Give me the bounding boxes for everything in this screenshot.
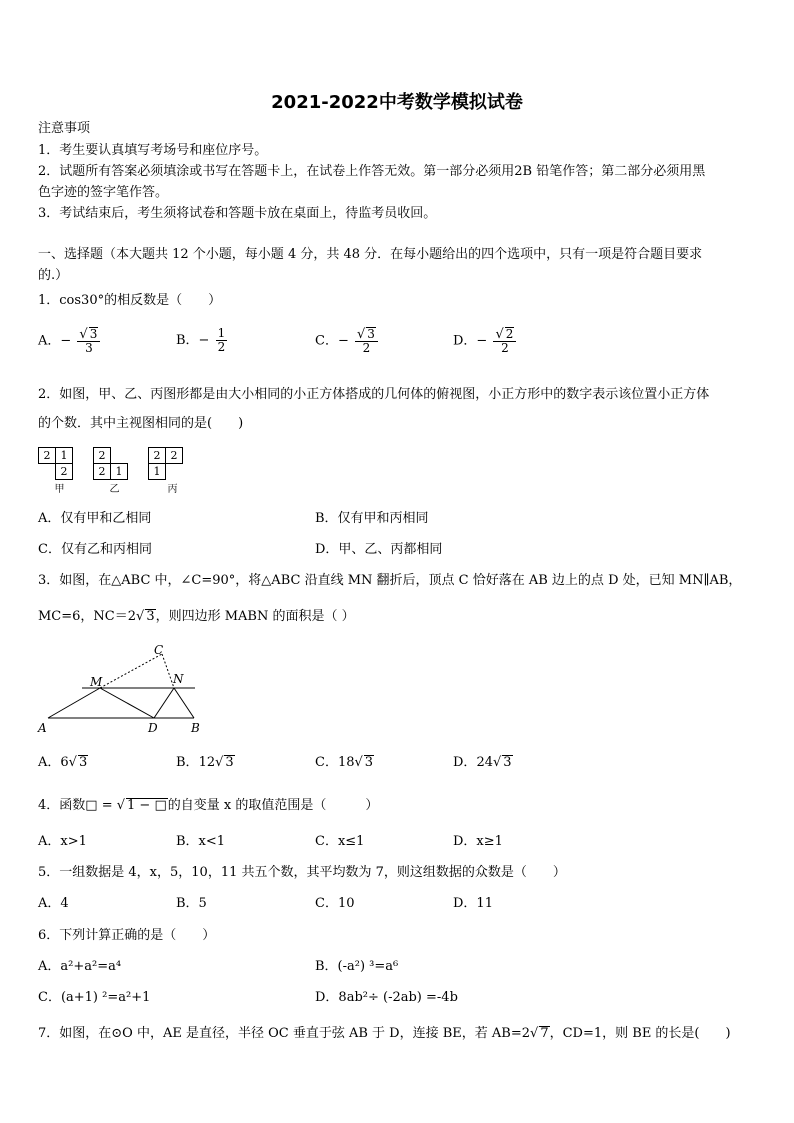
line-mc-dashed: [100, 654, 162, 688]
q1-option-b[interactable]: [176, 327, 227, 354]
option-label: A．−: [38, 333, 72, 349]
label-m: M: [90, 675, 103, 689]
figure-label: 乙: [109, 484, 120, 495]
coefficient: 24: [476, 755, 493, 770]
radicand: 3: [146, 609, 155, 624]
q2-option-a[interactable]: A．仅有甲和乙相同: [38, 511, 152, 526]
grid-cell: 2: [39, 448, 56, 464]
figure-yi: [93, 447, 128, 495]
fraction: $\frac{√ 3}{2}$: [355, 327, 378, 355]
q2-option-c[interactable]: C．仅有乙和丙相同: [38, 542, 152, 557]
option-label: B．−: [176, 333, 210, 348]
denominator: 2: [362, 341, 371, 355]
notice-heading: 注意事项: [38, 121, 91, 136]
grid-cell: 2: [56, 464, 73, 480]
line-am: [48, 688, 100, 718]
label-d: D: [148, 721, 158, 735]
option-label: D．: [453, 755, 477, 770]
label-n: N: [173, 672, 184, 686]
coefficient: 12: [198, 755, 216, 770]
figure-bing: [148, 447, 183, 495]
section-heading: 一、选择题（本大题共 12 个小题，每小题 4 分，共 48 分．在每小题给出的四个选项中，只有一项是符合题目要求: [38, 247, 703, 262]
radicand: 3: [78, 755, 88, 770]
q4-stem: 4．函数□ = √ 1 − □的自变量 x 的取值范围是（ ）: [38, 798, 379, 813]
grid-cell: 2: [149, 448, 166, 464]
grid-cell: 2: [94, 464, 111, 480]
q3-text: ，则四边形 MABN 的面积是（ ）: [155, 609, 355, 624]
notice-item: 2．试题所有答案必须填涂或书写在答题卡上，在试卷上作答无效。第一部分必须用2B 铅笔作答；第二部分必须用黑: [38, 164, 706, 179]
denominator: 3: [85, 341, 93, 355]
q2-option-b[interactable]: B．仅有甲和丙相同: [315, 511, 429, 526]
section-heading-cont: 的.）: [38, 268, 69, 283]
q6-option-c[interactable]: C．(a+1) ²=a²+1: [38, 990, 151, 1005]
q3-option-a[interactable]: A．6√ 3: [38, 755, 88, 770]
q6-option-d[interactable]: D．8ab²÷ (-2ab) =-4b: [315, 990, 458, 1005]
radicand: 3: [503, 755, 512, 770]
figure-label: 甲: [54, 484, 65, 495]
coefficient: 6: [60, 755, 69, 770]
grid-cell: 2: [94, 448, 111, 464]
figure-label: 丙: [167, 484, 178, 495]
q4-text: 的自变量 x 的取值范围是（ ）: [167, 798, 379, 813]
fraction: [216, 327, 228, 354]
grid-cell-empty: [39, 464, 56, 480]
figure-jia: [38, 447, 73, 495]
notice-item: 1．考生要认真填写考场号和座位序号。: [38, 143, 268, 158]
option-label: A．: [38, 755, 61, 770]
q3-stem-cont: MC=6，NC＝2√ 3，则四边形 MABN 的面积是（ ）: [38, 609, 355, 624]
q3-stem: 3．如图，在△ABC 中，∠C=90°，将△ABC 沿直线 MN 翻折后，顶点 C 恰好落在 AB 边上的点 D 处，已知 MN∥AB，: [38, 573, 742, 588]
q6-option-b[interactable]: B．(-a²) ³=a⁶: [315, 959, 399, 974]
q1-option-c[interactable]: [315, 327, 378, 355]
radicand: 1 − □: [127, 798, 167, 813]
denominator: 2: [501, 341, 509, 355]
q6-stem: 6．下列计算正确的是（ ）: [38, 928, 216, 943]
line-dn: [154, 688, 174, 718]
q3-option-c[interactable]: C．18√ 3: [315, 755, 374, 770]
q7-stem: 7．如图，在⊙O 中，AE 是直径，半径 OC 垂直于弦 AB 于 D，连接 BE，若 AB=2√ 7，CD=1，则 BE 的长是( ): [38, 1026, 731, 1041]
fraction: $\frac{√ 2}{2}$: [493, 327, 516, 355]
grid-cell: 1: [111, 464, 128, 480]
radicand: 2: [505, 327, 514, 341]
coefficient: 18: [337, 755, 355, 770]
q7-text: 7．如图，在⊙O 中，AE 是直径，半径 OC 垂直于弦 AB 于 D，连接 BE，若 AB=2: [38, 1026, 531, 1041]
q4-option-d[interactable]: D．x≥1: [453, 834, 503, 849]
denominator: 2: [217, 340, 226, 354]
q1-option-d[interactable]: [453, 327, 516, 355]
line-nb: [174, 688, 194, 718]
q4-option-c[interactable]: C．x≤1: [315, 834, 365, 849]
numerator: 1: [217, 326, 226, 340]
line-md: [100, 688, 154, 718]
radicand: 3: [225, 755, 234, 770]
radicand: 3: [367, 327, 375, 341]
label-c: C: [154, 643, 164, 657]
q4-option-b[interactable]: B．x<1: [176, 834, 226, 849]
q7-text: ，CD=1，则 BE 的长是( ): [549, 1026, 731, 1041]
grid-cell-empty: [166, 464, 183, 480]
page-title: 2021-2022中考数学模拟试卷: [271, 92, 523, 113]
grid-cell: 1: [56, 448, 73, 464]
q5-option-b[interactable]: B．5: [176, 896, 207, 911]
q2-stem: 2．如图，甲、乙、丙图形都是由大小相同的小正方体搭成的几何体的俯视图，小正方形中的数字表示该位置小正方体: [38, 387, 710, 402]
radicand: 7: [540, 1026, 549, 1041]
label-a: A: [38, 721, 47, 735]
q4-option-a[interactable]: A．x>1: [38, 834, 87, 849]
q1-stem: 1．cos30°的相反数是（ ）: [38, 293, 222, 308]
option-label: C．: [315, 755, 338, 770]
q3-text: MC=6，NC＝2: [38, 609, 137, 624]
q4-function: □ =: [85, 798, 117, 813]
q2-stem-cont: 的个数．其中主视图相同的是( ): [38, 416, 244, 431]
triangle-figure: [34, 640, 214, 740]
option-label: D．−: [453, 333, 488, 349]
radicand: 3: [89, 327, 98, 341]
q5-option-d[interactable]: D．11: [453, 896, 493, 911]
q3-option-b[interactable]: B．12√ 3: [176, 755, 234, 770]
q2-option-d[interactable]: D．甲、乙、丙都相同: [315, 542, 443, 557]
q5-stem: 5．一组数据是 4，x，5，10，11 共五个数，其平均数为 7，则这组数据的众数是（ ）: [38, 865, 566, 880]
q3-option-d[interactable]: D．24√ 3: [453, 755, 512, 770]
notice-item: 3．考试结束后，考生须将试卷和答题卡放在桌面上，待监考员收回。: [38, 206, 437, 221]
label-b: B: [191, 721, 200, 735]
option-label: B．: [176, 755, 199, 770]
q4-text: 4．函数: [38, 798, 86, 813]
fraction: $\frac{√ 3}{3}$: [77, 327, 100, 355]
grid-cell: 1: [149, 464, 166, 480]
q5-option-c[interactable]: C．10: [315, 896, 355, 911]
notice-item: 色字迹的签字笔作答。: [38, 185, 169, 200]
q1-option-a[interactable]: [38, 327, 100, 355]
grid-cell-empty: [111, 448, 128, 464]
q6-option-a[interactable]: A．a²+a²=a⁴: [38, 959, 122, 974]
radicand: 3: [364, 755, 374, 770]
q5-option-a[interactable]: A．4: [38, 896, 69, 911]
option-label: C．−: [315, 333, 349, 349]
grid-cell: 2: [166, 448, 183, 464]
